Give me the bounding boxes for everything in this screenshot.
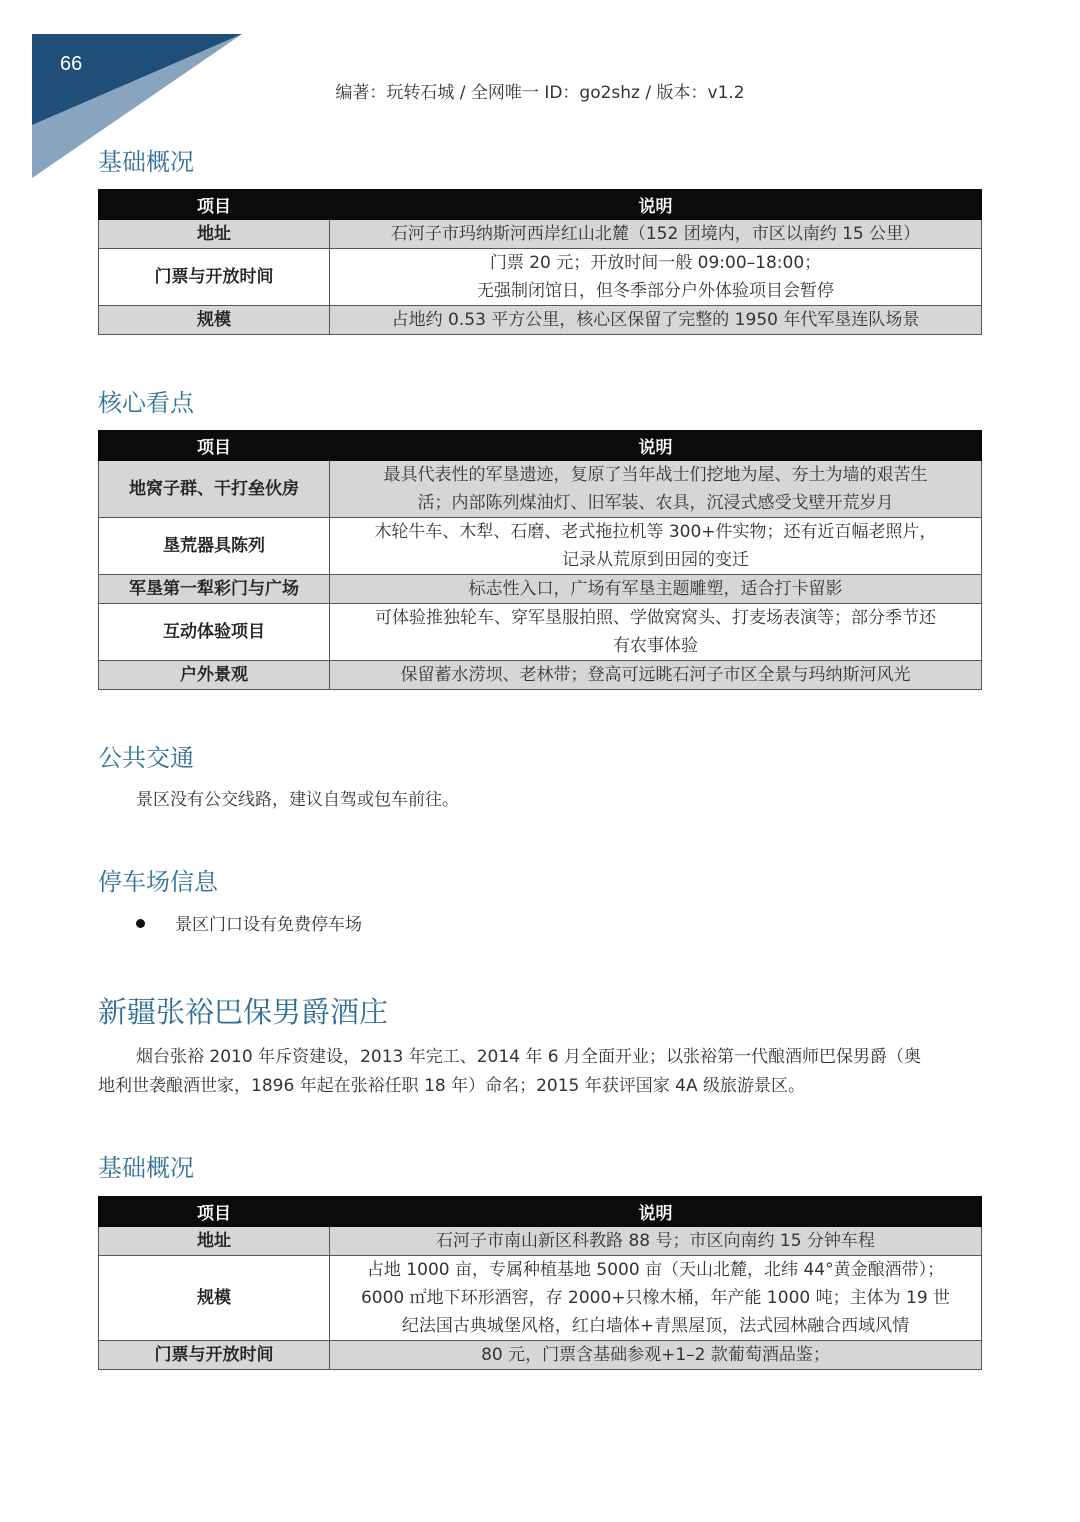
table-row [99, 661, 982, 690]
column-header: 说明 [330, 431, 982, 461]
row-key: 军垦第一犁彩门与广场 [99, 575, 330, 604]
column-header: 说明 [330, 1197, 982, 1227]
table-header-row [99, 1197, 982, 1227]
row-key: 门票与开放时间 [99, 1341, 330, 1370]
row-value [330, 575, 982, 604]
row-key: 地窝子群、干打垒伙房 [99, 461, 330, 518]
table-row [99, 461, 982, 518]
winery-intro [98, 1043, 982, 1101]
parking-bullet-item [136, 910, 362, 935]
table-row [99, 1227, 982, 1256]
row-value [330, 220, 982, 249]
table-row [99, 1256, 982, 1341]
row-value [330, 1341, 982, 1370]
winery-intro-line: 地利世袭酿酒世家，1896 年起在张裕任职 18 年）命名；2015 年获评国家 4A 级旅游景区。 [98, 1076, 806, 1096]
row-value [330, 306, 982, 335]
column-header: 项目 [99, 431, 330, 461]
row-value-line: 石河子市南山新区科教路 88 号；市区向南约 15 分钟车程 [436, 1231, 875, 1251]
row-value [330, 461, 982, 518]
winery-overview-table [98, 1196, 982, 1370]
row-value-line: 木轮牛车、木犁、石磨、老式拖拉机等 300+件实物；还有近百幅老照片， [374, 522, 937, 542]
table-row [99, 220, 982, 249]
table-row [99, 575, 982, 604]
section-title-highlights: 核心看点 [98, 389, 194, 417]
row-value [330, 249, 982, 306]
table-header-row [99, 431, 982, 461]
section-title-public-transport: 公共交通 [98, 744, 194, 772]
row-value-line: 最具代表性的军垦遗迹，复原了当年战士们挖地为屋、夯土为墙的艰苦生 [383, 465, 928, 485]
row-value-line: 保留蓄水涝坝、老林带；登高可远眺石河子市区全景与玛纳斯河风光 [400, 665, 911, 685]
row-value-line: 活；内部陈列煤油灯、旧军装、农具，沉浸式感受戈壁开荒岁月 [417, 493, 894, 513]
basic-overview-table [98, 189, 982, 335]
row-key: 规模 [99, 306, 330, 335]
row-value [330, 1256, 982, 1341]
table-row [99, 306, 982, 335]
row-key: 互动体验项目 [99, 604, 330, 661]
bullet-dot-icon [136, 919, 145, 928]
row-value [330, 604, 982, 661]
row-value-line: 有农事体验 [613, 636, 698, 656]
row-key: 地址 [99, 220, 330, 249]
row-value-line: 可体验推独轮车、穿军垦服拍照、学做窝窝头、打麦场表演等；部分季节还 [375, 608, 936, 628]
page-byline: 编著：玩转石城 / 全网唯一 ID：go2shz / 版本：v1.2 [335, 83, 745, 103]
row-key: 户外景观 [99, 661, 330, 690]
highlights-table [98, 430, 982, 690]
table-row [99, 1341, 982, 1370]
table-row [99, 249, 982, 306]
section-title-winery: 新疆张裕巴保男爵酒庄 [98, 995, 389, 1029]
row-value-line: 石河子市玛纳斯河西岸红山北麓（152 团境内，市区以南约 15 公里） [390, 224, 921, 244]
row-key: 规模 [99, 1256, 330, 1341]
public-transport-text: 景区没有公交线路，建议自驾或包车前往。 [136, 790, 459, 810]
row-value-line: 占地约 0.53 平方公里，核心区保留了完整的 1950 年代军垦连队场景 [391, 310, 920, 330]
row-value-line: 6000 ㎡地下环形酒窖，存 2000+只橡木桶，年产能 1000 吨；主体为 19 世 [360, 1288, 951, 1308]
row-value [330, 518, 982, 575]
table-row [99, 518, 982, 575]
column-header: 项目 [99, 190, 330, 220]
row-key: 地址 [99, 1227, 330, 1256]
section-title-parking: 停车场信息 [98, 868, 218, 896]
row-value-line: 占地 1000 亩，专属种植基地 5000 亩（天山北麓，北纬 44°黄金酿酒带）； [366, 1260, 945, 1280]
row-value-line: 无强制闭馆日，但冬季部分户外体验项目会暂停 [477, 281, 834, 301]
row-value-line: 纪法国古典城堡风格，红白墙体+青黑屋顶，法式园林融合西域风情 [401, 1316, 910, 1336]
section-title-basic-overview: 基础概况 [98, 148, 194, 176]
table-row [99, 604, 982, 661]
row-key: 垦荒器具陈列 [99, 518, 330, 575]
page-number: 66 [60, 53, 83, 75]
row-value-line: 80 元，门票含基础参观+1–2 款葡萄酒品鉴； [481, 1345, 830, 1365]
row-value [330, 661, 982, 690]
table-header-row [99, 190, 982, 220]
winery-intro-line: 烟台张裕 2010 年斥资建设，2013 年完工、2014 年 6 月全面开业；以张裕第一代酿酒师巴保男爵（奥 [136, 1047, 922, 1067]
row-value-line: 标志性入口，广场有军垦主题雕塑，适合打卡留影 [468, 579, 843, 599]
row-value-line: 记录从荒原到田园的变迁 [562, 550, 749, 570]
section-title-winery-overview: 基础概况 [98, 1154, 194, 1182]
row-key: 门票与开放时间 [99, 249, 330, 306]
row-value-line: 门票 20 元；开放时间一般 09:00–18:00； [489, 253, 822, 273]
column-header: 说明 [330, 190, 982, 220]
column-header: 项目 [99, 1197, 330, 1227]
parking-bullet-text: 景区门口设有免费停车场 [175, 915, 362, 935]
row-value [330, 1227, 982, 1256]
